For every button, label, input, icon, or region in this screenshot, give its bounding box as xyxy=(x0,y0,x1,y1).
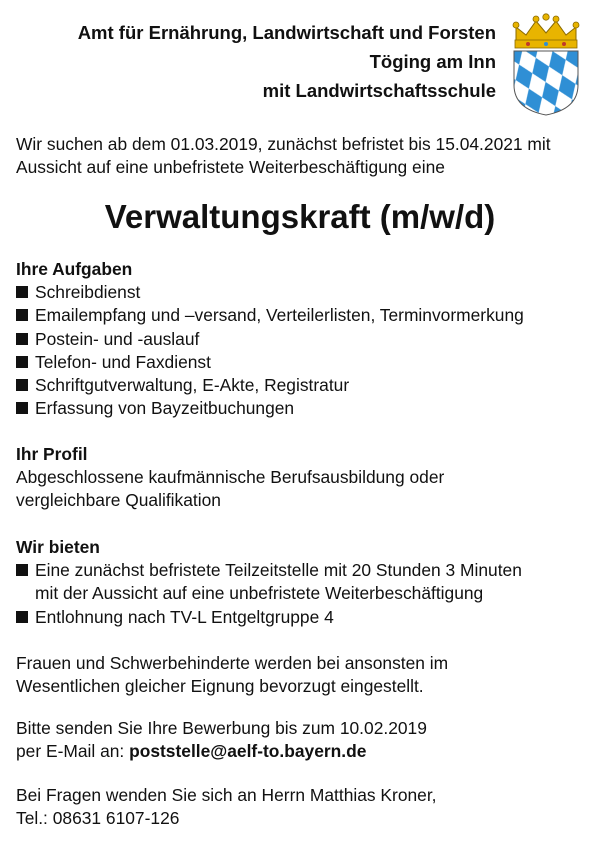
intro-line: Aussicht auf eine unbefristete Weiterbeschäftigung eine xyxy=(16,157,445,177)
list-item: Telefon- und Faxdienst xyxy=(16,351,588,374)
intro-line: Wir suchen ab dem 01.03.2019, zunächst befristet bis 15.04.2021 mit xyxy=(16,134,551,154)
note-line: Frauen und Schwerbehinderte werden bei ansonsten im xyxy=(16,653,449,673)
bullet-square-icon xyxy=(16,309,28,321)
list-item: Postein- und -auslauf xyxy=(16,328,588,351)
bullet-square-icon xyxy=(16,333,28,345)
profil-line: Abgeschlossene kaufmännische Berufsausbildung oder xyxy=(16,467,445,487)
instruction-line: per E-Mail an: poststelle@aelf-to.bayern.de xyxy=(16,741,367,761)
section-heading: Ihr Profil xyxy=(16,444,88,464)
bullet-square-icon xyxy=(16,564,28,576)
contact-info xyxy=(16,784,588,830)
bullet-square-icon xyxy=(16,402,28,414)
bullet-square-icon xyxy=(16,379,28,391)
offer-list xyxy=(16,559,588,629)
section-profil xyxy=(16,443,588,512)
section-heading: Ihre Aufgaben xyxy=(16,259,133,279)
contact-line: Bei Fragen wenden Sie sich an Herrn Matthias Kroner, xyxy=(16,785,437,805)
contact-phone: Tel.: 08631 6107-126 xyxy=(16,808,180,828)
list-item: Erfassung von Bayzeitbuchungen xyxy=(16,397,588,420)
bavarian-coat-of-arms-icon xyxy=(508,13,584,117)
application-instructions xyxy=(16,717,588,763)
bullet-square-icon xyxy=(16,611,28,623)
list-item: Eine zunächst befristete Teilzeitstelle mit 20 Stunden 3 Minuten mit der Aussicht auf eine unbefristete Weiterbeschäftigung xyxy=(16,559,588,606)
section-heading: Wir bieten xyxy=(16,537,100,557)
bullet-square-icon xyxy=(16,356,28,368)
list-item: Schriftgutverwaltung, E-Akte, Registratur xyxy=(16,374,588,397)
office-location: Töging am Inn xyxy=(369,51,496,72)
job-title: Verwaltungskraft (m/w/d) xyxy=(104,198,496,235)
bullet-square-icon xyxy=(16,286,28,298)
section-aufgaben xyxy=(16,258,588,421)
profil-line: vergleichbare Qualifikation xyxy=(16,490,221,510)
list-item: Emailempfang und –versand, Verteilerlisten, Terminvormerkung xyxy=(16,304,588,327)
office-school: mit Landwirtschaftsschule xyxy=(262,80,496,101)
task-list xyxy=(16,281,588,421)
equal-opportunity-note xyxy=(16,652,588,698)
instruction-line: Bitte senden Sie Ihre Bewerbung bis zum 10.02.2019 xyxy=(16,718,427,738)
intro-text xyxy=(16,133,588,179)
office-name: Amt für Ernährung, Landwirtschaft und Forsten xyxy=(77,22,496,43)
list-item: Schreibdienst xyxy=(16,281,588,304)
section-bieten xyxy=(16,536,588,629)
list-item: Entlohnung nach TV-L Entgeltgruppe 4 xyxy=(16,606,588,629)
email-link[interactable]: poststelle@aelf-to.bayern.de xyxy=(129,741,367,761)
office-header xyxy=(78,18,496,105)
note-line: Wesentlichen gleicher Eignung bevorzugt eingestellt. xyxy=(16,676,424,696)
